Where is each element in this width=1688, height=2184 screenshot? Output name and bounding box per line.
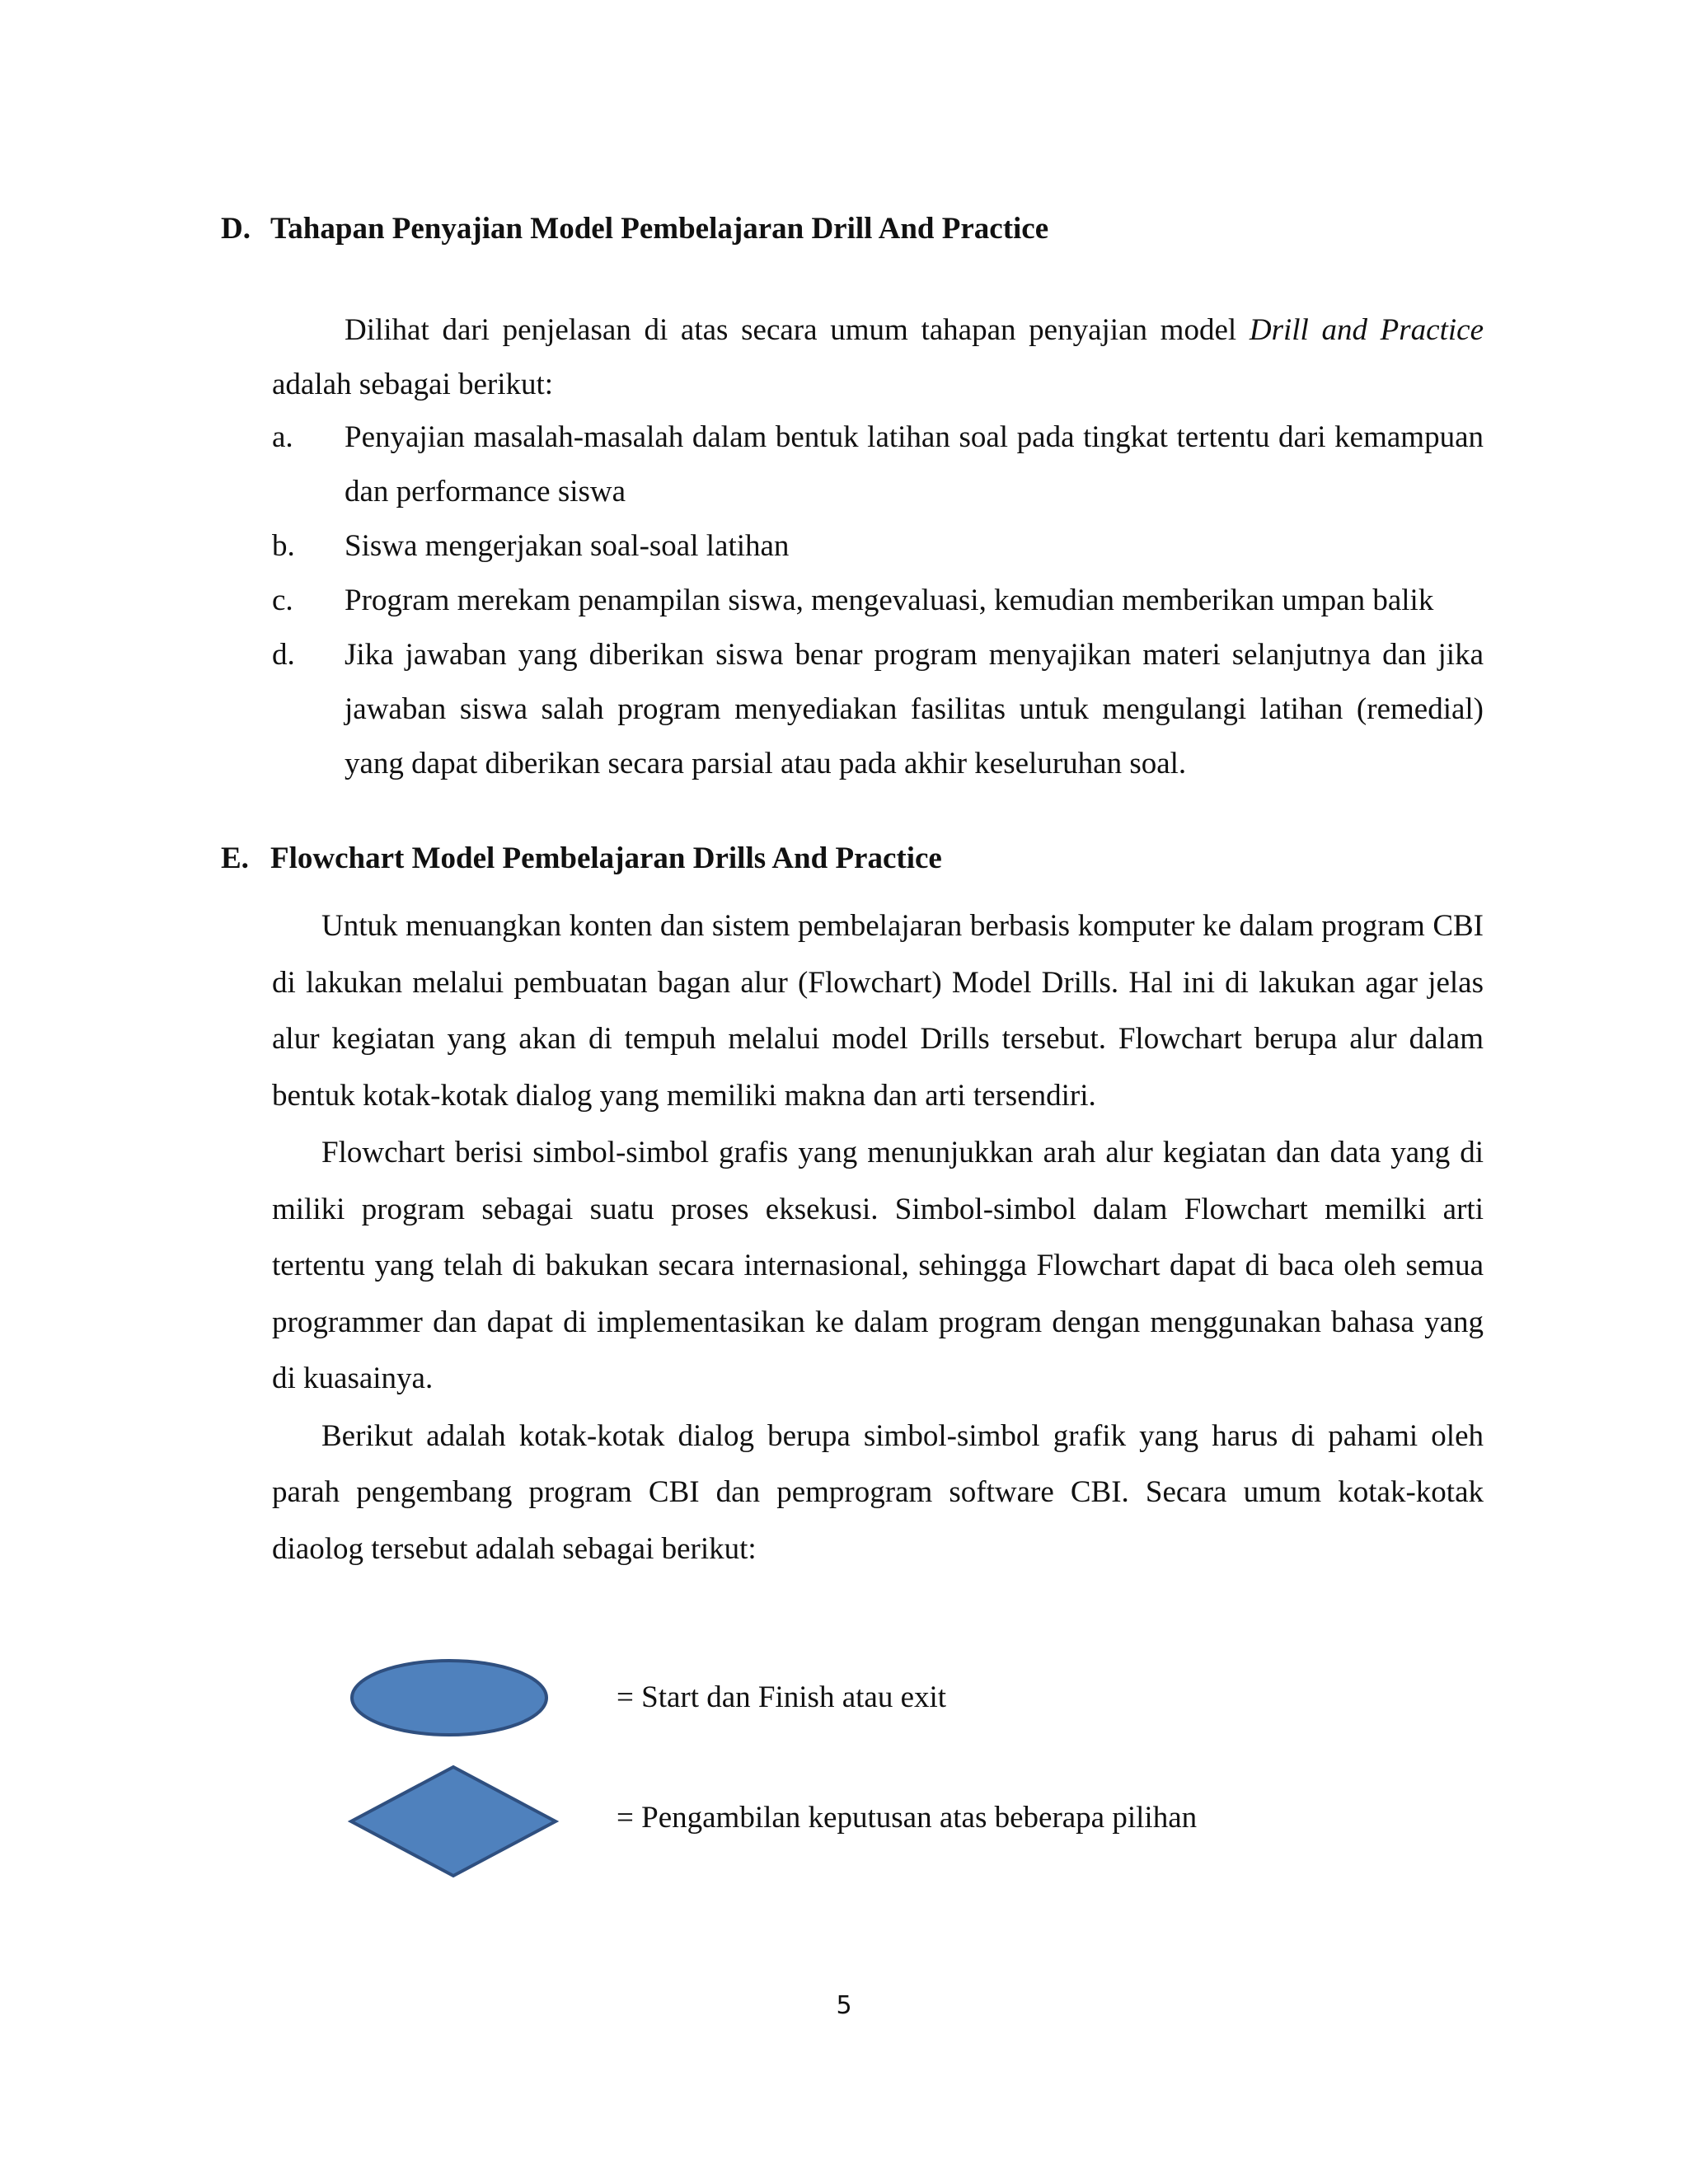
intro-text-after: adalah sebagai berikut: xyxy=(272,368,554,401)
list-item-text: Jika jawaban yang diberikan siswa benar program menyajikan materi selanjutnya dan jika jawaban siswa salah program menyediakan fasilitas untuk mengulangi latihan (remedial) yang dapat diberikan secara parsial atau pada akhir keseluruhan soal. xyxy=(345,638,1484,780)
section-e-heading xyxy=(221,841,942,876)
page-number: 5 xyxy=(836,1991,852,2020)
list-item xyxy=(272,410,1484,519)
body-paragraph: Flowchart berisi simbol-simbol grafis yang menunjukkan arah alur kegiatan dan data yang di miliki program sebagai suatu proses eksekusi. Simbol-simbol dalam Flowchart memilki arti tertentu yang telah di bakukan secara internasional, sehingga Flowchart dapat di baca oleh semua programmer dan dapat di implementasikan ke dalam program dengan menggunakan bahasa yang di kuasainya. xyxy=(272,1136,1484,1395)
section-e-title: Flowchart Model Pembelajaran Drills And Practice xyxy=(270,841,942,875)
list-marker: c. xyxy=(272,583,293,617)
diamond-icon xyxy=(346,1764,560,1879)
section-d-title: Tahapan Penyajian Model Pembelajaran Drill And Practice xyxy=(270,212,1049,246)
body-paragraph: Berikut adalah kotak-kotak dialog berupa simbol-simbol grafik yang harus di pahami oleh parah pengembang program CBI dan pemprogram software CBI. Secara umum kotak-kotak diaolog tersebut adalah sebagai berikut: xyxy=(272,1418,1484,1566)
list-item-text: Siswa mengerjakan soal-soal latihan xyxy=(345,529,790,563)
section-d-letter: D. xyxy=(221,212,251,246)
symbol-label: = Pengambilan keputusan atas beberapa pilihan xyxy=(617,1801,1198,1835)
section-e-body xyxy=(272,898,1484,1578)
list-marker: a. xyxy=(272,420,293,454)
list-item xyxy=(272,574,1484,628)
symbol-label: = Start dan Finish atau exit xyxy=(617,1680,947,1714)
symbol-legend-row xyxy=(346,1657,1335,1739)
ellipse-icon xyxy=(346,1657,552,1739)
section-d-heading xyxy=(221,211,1048,246)
body-paragraph: Untuk menuangkan konten dan sistem pembelajaran berbasis komputer ke dalam program CBI di lakukan melalui pembuatan bagan alur (Flowchart) Model Drills. Hal ini di lakukan agar jelas alur kegiatan yang akan di tempuh melalui model Drills tersebut. Flowchart berupa alur dalam bentuk kotak-kotak dialog yang memiliki makna dan arti tersendiri. xyxy=(272,909,1484,1113)
intro-text-before: Dilihat dari penjelasan di atas secara umum tahapan penyajian model xyxy=(345,313,1250,347)
section-e-letter: E. xyxy=(221,841,249,875)
list-item xyxy=(272,628,1484,791)
list-marker: b. xyxy=(272,529,295,563)
list-item-text: Program merekam penampilan siswa, mengevaluasi, kemudian memberikan umpan balik xyxy=(345,583,1434,617)
list-item xyxy=(272,519,1484,574)
symbol-legend-row xyxy=(346,1764,1335,1879)
section-d-list xyxy=(272,410,1484,791)
intro-text-italic: Drill and Practice xyxy=(1249,313,1484,347)
section-d-intro xyxy=(272,303,1484,412)
list-item-text: Penyajian masalah-masalah dalam bentuk latihan soal pada tingkat tertentu dari kemampuan dan performance siswa xyxy=(345,420,1484,509)
list-marker: d. xyxy=(272,638,295,672)
